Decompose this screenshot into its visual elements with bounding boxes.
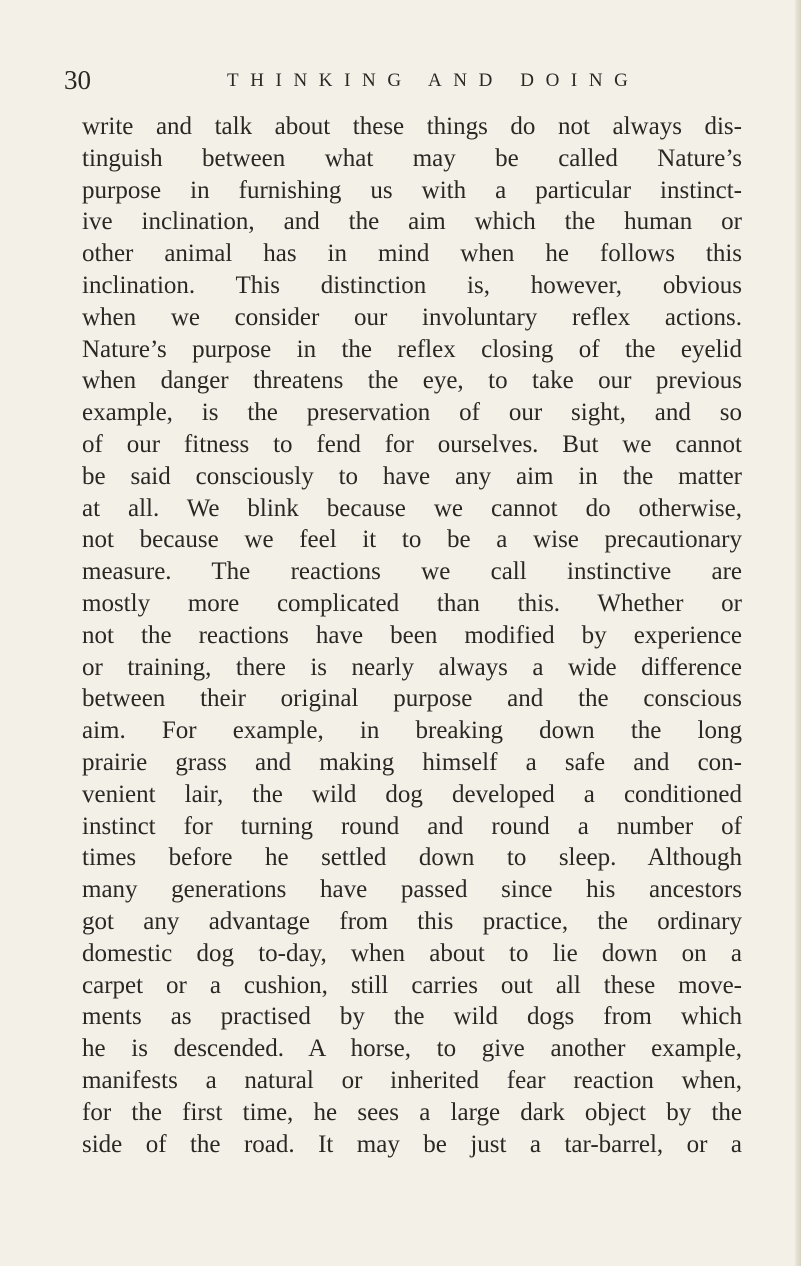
text-line: between their original purpose and the conscious — [82, 685, 742, 713]
text-line: other animal has in mind when he follows this — [82, 240, 742, 268]
text-line: aim. For example, in breaking down the long — [82, 717, 742, 745]
text-line: measure. The reactions we call instinctive are — [82, 558, 742, 586]
text-line: at all. We blink because we cannot do otherwise, — [82, 494, 742, 522]
text-line: not the reactions have been modified by experience — [82, 621, 742, 649]
text-line: when we consider our involuntary reflex actions. — [82, 303, 742, 331]
text-line: domestic dog to-day, when about to lie down on a — [82, 939, 742, 967]
text-line: many generations have passed since his ancestors — [82, 876, 742, 904]
page-edge — [795, 0, 801, 1266]
text-line: be said consciously to have any aim in the matter — [82, 462, 742, 490]
text-line: for the first time, he sees a large dark object by the — [82, 1098, 742, 1126]
text-line: venient lair, the wild dog developed a conditioned — [82, 780, 742, 808]
text-line: got any advantage from this practice, the ordinary — [82, 907, 742, 935]
text-line: carpet or a cushion, still carries out all these move- — [82, 971, 742, 999]
text-line: ive inclination, and the aim which the human or — [82, 208, 742, 236]
text-line: when danger threatens the eye, to take our previous — [82, 367, 742, 395]
text-line: inclination. This distinction is, however, obvious — [82, 271, 742, 299]
text-line: Nature’s purpose in the reflex closing of the eyelid — [82, 335, 742, 363]
text-line: mostly more complicated than this. Whether or — [82, 589, 742, 617]
running-title: THINKING AND DOING — [227, 70, 640, 91]
text-line: prairie grass and making himself a safe and con- — [82, 748, 742, 776]
text-line: ments as practised by the wild dogs from which — [82, 1003, 742, 1031]
text-line: instinct for turning round and round a number of — [82, 812, 742, 840]
text-line: side of the road. It may be just a tar-barrel, or a — [82, 1130, 742, 1158]
text-line: purpose in furnishing us with a particular instinct- — [82, 176, 742, 204]
text-line: he is descended. A horse, to give another example, — [82, 1035, 742, 1063]
text-line: of our fitness to fend for ourselves. But we cannot — [82, 430, 742, 458]
text-line: example, is the preservation of our sight, and so — [82, 399, 742, 427]
page-number: 30 — [64, 65, 91, 95]
text-line: not because we feel it to be a wise precautionary — [82, 526, 742, 554]
text-line: manifests a natural or inherited fear reaction when, — [82, 1066, 742, 1094]
text-line: times before he settled down to sleep. Although — [82, 844, 742, 872]
body-text — [82, 111, 742, 1160]
text-line: or training, there is nearly always a wide difference — [82, 653, 742, 681]
running-head — [64, 62, 754, 102]
text-line: tinguish between what may be called Nature’s — [82, 144, 742, 172]
text-line: write and talk about these things do not always dis- — [82, 113, 742, 140]
